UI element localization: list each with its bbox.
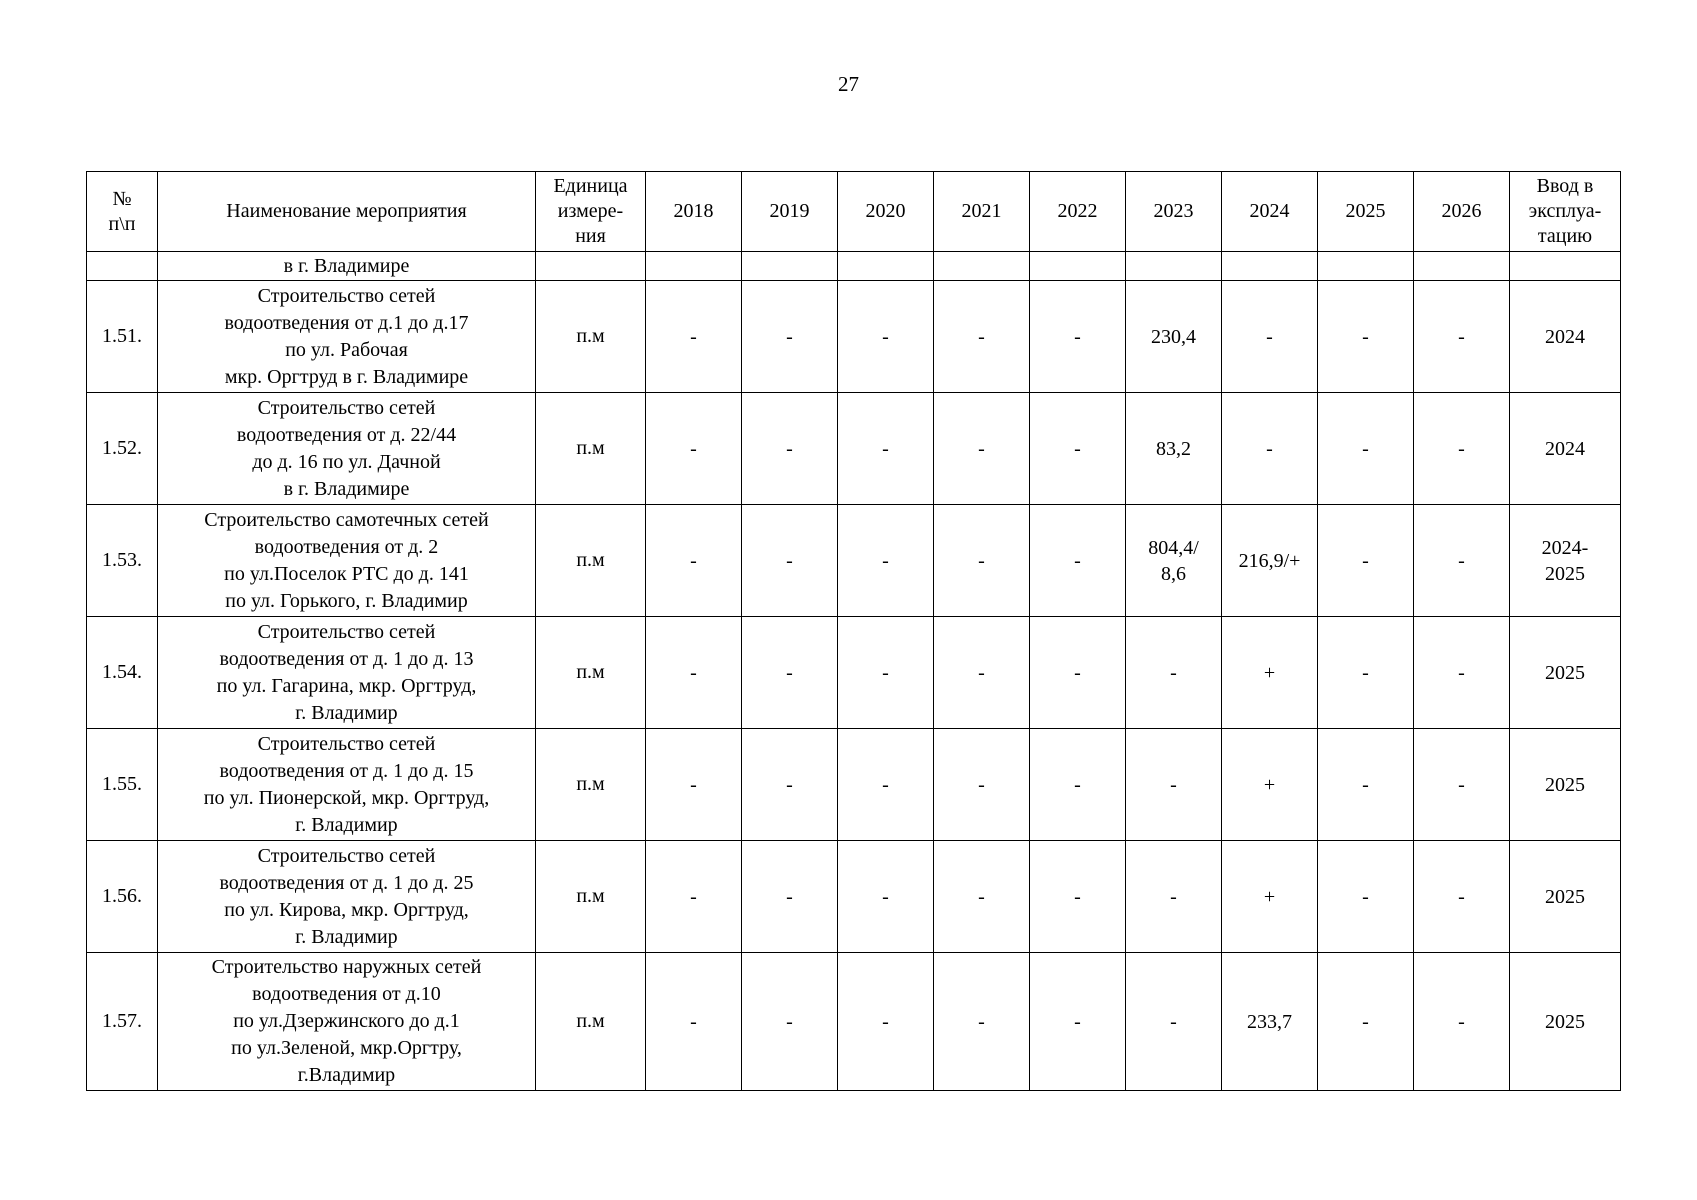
cell-value (1414, 252, 1510, 281)
cell-value (934, 252, 1030, 281)
cell-number: 1.57. (87, 953, 158, 1091)
cell-value: 230,4 (1126, 281, 1222, 393)
cell-measure-name: Строительство наружных сетей водоотведения от д.10 по ул.Дзержинского до д.1 по ул.Зеленой, мкр.Оргтру, г.Владимир (158, 953, 536, 1091)
cell-value: - (838, 393, 934, 505)
cell-value: - (1414, 953, 1510, 1091)
cell-value (1126, 252, 1222, 281)
cell-value: - (1126, 729, 1222, 841)
cell-number: 1.56. (87, 841, 158, 953)
cell-value: + (1222, 841, 1318, 953)
header-commissioning: Ввод в эксплуа- тацию (1510, 172, 1621, 252)
cell-value: 233,7 (1222, 953, 1318, 1091)
cell-value: - (1030, 953, 1126, 1091)
cell-measure-name: Строительство сетей водоотведения от д. 1 до д. 25 по ул. Кирова, мкр. Оргтруд, г. Владимир (158, 841, 536, 953)
cell-value: - (934, 841, 1030, 953)
cell-commissioning: 2024 (1510, 281, 1621, 393)
cell-value: - (838, 953, 934, 1091)
cell-number: 1.55. (87, 729, 158, 841)
cell-value: - (838, 505, 934, 617)
cell-value: - (646, 729, 742, 841)
cell-value: - (646, 505, 742, 617)
cell-value: - (1414, 505, 1510, 617)
cell-measure-name: Строительство сетей водоотведения от д. 1 до д. 13 по ул. Гагарина, мкр. Оргтруд, г. Владимир (158, 617, 536, 729)
header-year: 2023 (1126, 172, 1222, 252)
header-number: № п\п (87, 172, 158, 252)
page-number: 27 (838, 72, 859, 96)
header-unit: Единица измере- ния (536, 172, 646, 252)
cell-unit: п.м (536, 841, 646, 953)
cell-measure-name: Строительство сетей водоотведения от д. 1 до д. 15 по ул. Пионерской, мкр. Оргтруд, г. Владимир (158, 729, 536, 841)
table-row (87, 729, 1621, 841)
cell-value: - (1222, 393, 1318, 505)
cell-value: - (1414, 617, 1510, 729)
cell-value: - (838, 729, 934, 841)
cell-unit: п.м (536, 505, 646, 617)
cell-value: - (1318, 617, 1414, 729)
cell-value: - (1030, 729, 1126, 841)
cell-value: + (1222, 617, 1318, 729)
cell-measure-name: Строительство сетей водоотведения от д. 22/44 до д. 16 по ул. Дачной в г. Владимире (158, 393, 536, 505)
cell-value: - (1414, 281, 1510, 393)
cell-value: - (1318, 281, 1414, 393)
cell-value: - (1318, 953, 1414, 1091)
cell-value: - (1030, 841, 1126, 953)
cell-value: - (934, 953, 1030, 1091)
table-row (87, 281, 1621, 393)
cell-unit: п.м (536, 729, 646, 841)
cell-number: 1.54. (87, 617, 158, 729)
cell-value (838, 252, 934, 281)
cell-value: - (742, 505, 838, 617)
cell-value: - (934, 617, 1030, 729)
cell-value (742, 252, 838, 281)
table-row (87, 841, 1621, 953)
cell-value (1222, 252, 1318, 281)
cell-value: - (1414, 393, 1510, 505)
cell-value: - (742, 729, 838, 841)
cell-value: - (934, 505, 1030, 617)
cell-value (646, 252, 742, 281)
continuation-row (87, 252, 1621, 281)
cell-value (1030, 252, 1126, 281)
header-year: 2022 (1030, 172, 1126, 252)
cell-value: - (1126, 953, 1222, 1091)
table-header (87, 172, 1621, 252)
cell-value: - (646, 617, 742, 729)
header-year: 2020 (838, 172, 934, 252)
cell-value: - (646, 393, 742, 505)
measures-table (86, 171, 1621, 1091)
cell-value: - (1318, 393, 1414, 505)
cell-value: - (1318, 505, 1414, 617)
header-measure-name: Наименование мероприятия (158, 172, 536, 252)
cell-unit: п.м (536, 953, 646, 1091)
cell-value: - (742, 617, 838, 729)
header-year: 2021 (934, 172, 1030, 252)
cell-measure-name: Строительство самотечных сетей водоотведения от д. 2 по ул.Поселок РТС до д. 141 по ул. Горького, г. Владимир (158, 505, 536, 617)
cell-commissioning: 2025 (1510, 953, 1621, 1091)
cell-value: - (838, 281, 934, 393)
cell-value: - (934, 393, 1030, 505)
cell-number (87, 252, 158, 281)
cell-commissioning: 2025 (1510, 841, 1621, 953)
cell-unit (536, 252, 646, 281)
header-year: 2018 (646, 172, 742, 252)
cell-value: - (934, 281, 1030, 393)
cell-measure-name: в г. Владимире (158, 252, 536, 281)
header-year: 2024 (1222, 172, 1318, 252)
cell-measure-name: Строительство сетей водоотведения от д.1 до д.17 по ул. Рабочая мкр. Оргтруд в г. Владимире (158, 281, 536, 393)
cell-value: - (742, 281, 838, 393)
cell-value: - (646, 841, 742, 953)
cell-value: - (742, 953, 838, 1091)
cell-value: - (1318, 729, 1414, 841)
cell-value: - (1030, 617, 1126, 729)
cell-value: - (1414, 841, 1510, 953)
table-row (87, 393, 1621, 505)
cell-value: - (646, 953, 742, 1091)
cell-unit: п.м (536, 393, 646, 505)
cell-value: - (742, 841, 838, 953)
table-body (87, 252, 1621, 1091)
cell-value: - (1030, 505, 1126, 617)
cell-value: - (1030, 393, 1126, 505)
table-row (87, 953, 1621, 1091)
cell-value: - (1126, 617, 1222, 729)
cell-value: - (1414, 729, 1510, 841)
cell-value: + (1222, 729, 1318, 841)
cell-commissioning: 2024- 2025 (1510, 505, 1621, 617)
cell-value: - (646, 281, 742, 393)
table-row (87, 505, 1621, 617)
cell-value: - (838, 841, 934, 953)
cell-value: - (1126, 841, 1222, 953)
cell-unit: п.м (536, 281, 646, 393)
header-year: 2019 (742, 172, 838, 252)
cell-value: - (1222, 281, 1318, 393)
cell-value: - (742, 393, 838, 505)
cell-number: 1.53. (87, 505, 158, 617)
cell-value: - (1030, 281, 1126, 393)
cell-commissioning: 2024 (1510, 393, 1621, 505)
table-row (87, 617, 1621, 729)
cell-value (1318, 252, 1414, 281)
cell-number: 1.51. (87, 281, 158, 393)
cell-value: - (934, 729, 1030, 841)
cell-commissioning: 2025 (1510, 617, 1621, 729)
cell-commissioning (1510, 252, 1621, 281)
header-year: 2025 (1318, 172, 1414, 252)
cell-value: 216,9/+ (1222, 505, 1318, 617)
cell-value: - (838, 617, 934, 729)
cell-commissioning: 2025 (1510, 729, 1621, 841)
header-year: 2026 (1414, 172, 1510, 252)
cell-unit: п.м (536, 617, 646, 729)
cell-value: 83,2 (1126, 393, 1222, 505)
cell-value: - (1318, 841, 1414, 953)
cell-value: 804,4/ 8,6 (1126, 505, 1222, 617)
cell-number: 1.52. (87, 393, 158, 505)
